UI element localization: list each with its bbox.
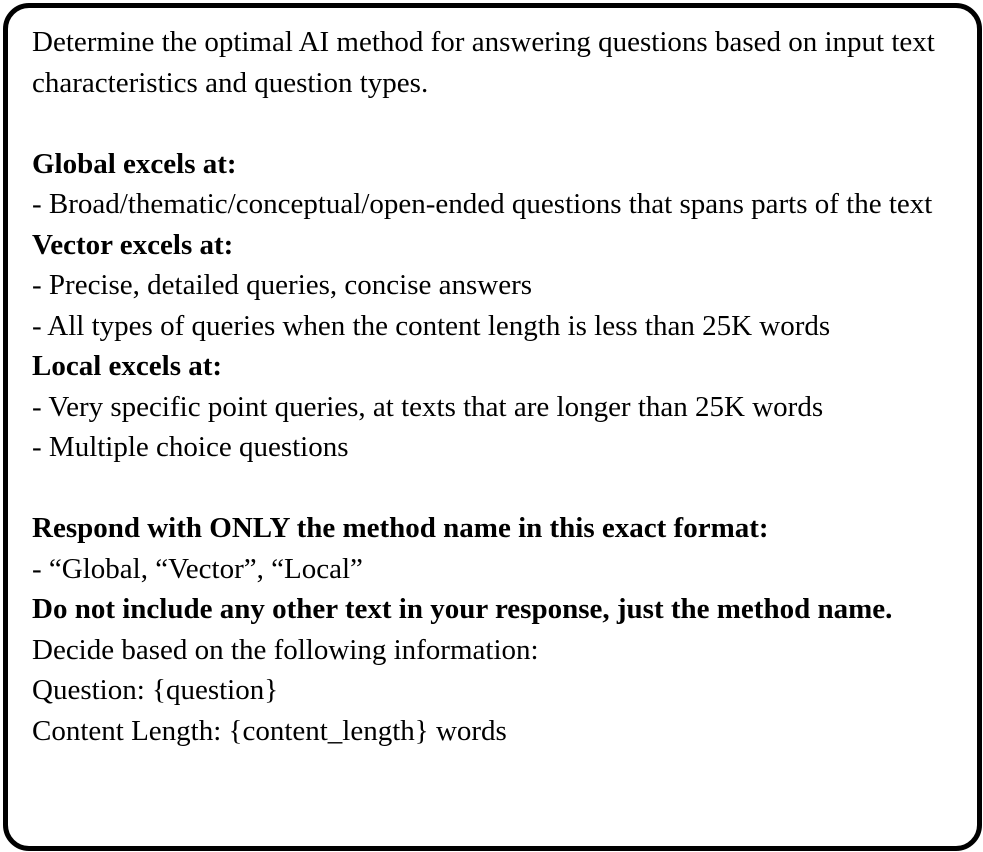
local-item: - Very specific point queries, at texts that are longer than 25K words [32, 390, 824, 423]
global-heading: Global excels at: [32, 147, 237, 180]
decision-lead: Decide based on the following information: [32, 633, 539, 666]
vector-heading: Vector excels at: [32, 228, 234, 261]
vector-item: - All types of queries when the content length is less than 25K words [32, 309, 831, 342]
response-warning: Do not include any other text in your response, just the method name. [32, 593, 893, 625]
local-heading: Local excels at: [32, 350, 223, 382]
local-item: - Multiple choice questions [32, 431, 349, 463]
global-item: - Broad/thematic/conceptual/open-ended questions that spans parts of the text [32, 188, 933, 220]
question-placeholder: Question: {question} [32, 674, 279, 706]
blank-line [32, 468, 962, 509]
response-format: - “Global, “Vector”, “Local” [32, 552, 363, 585]
content-length-placeholder: Content Length: {content_length} words [32, 714, 507, 747]
blank-line [32, 103, 962, 144]
response-heading: Respond with ONLY the method name in this exact format: [32, 512, 769, 544]
vector-item: - Precise, detailed queries, concise answers [32, 269, 533, 301]
intro-text: Determine the optimal AI method for answering questions based on input text characteristics and question types. [32, 26, 935, 99]
prompt-text [32, 22, 962, 751]
